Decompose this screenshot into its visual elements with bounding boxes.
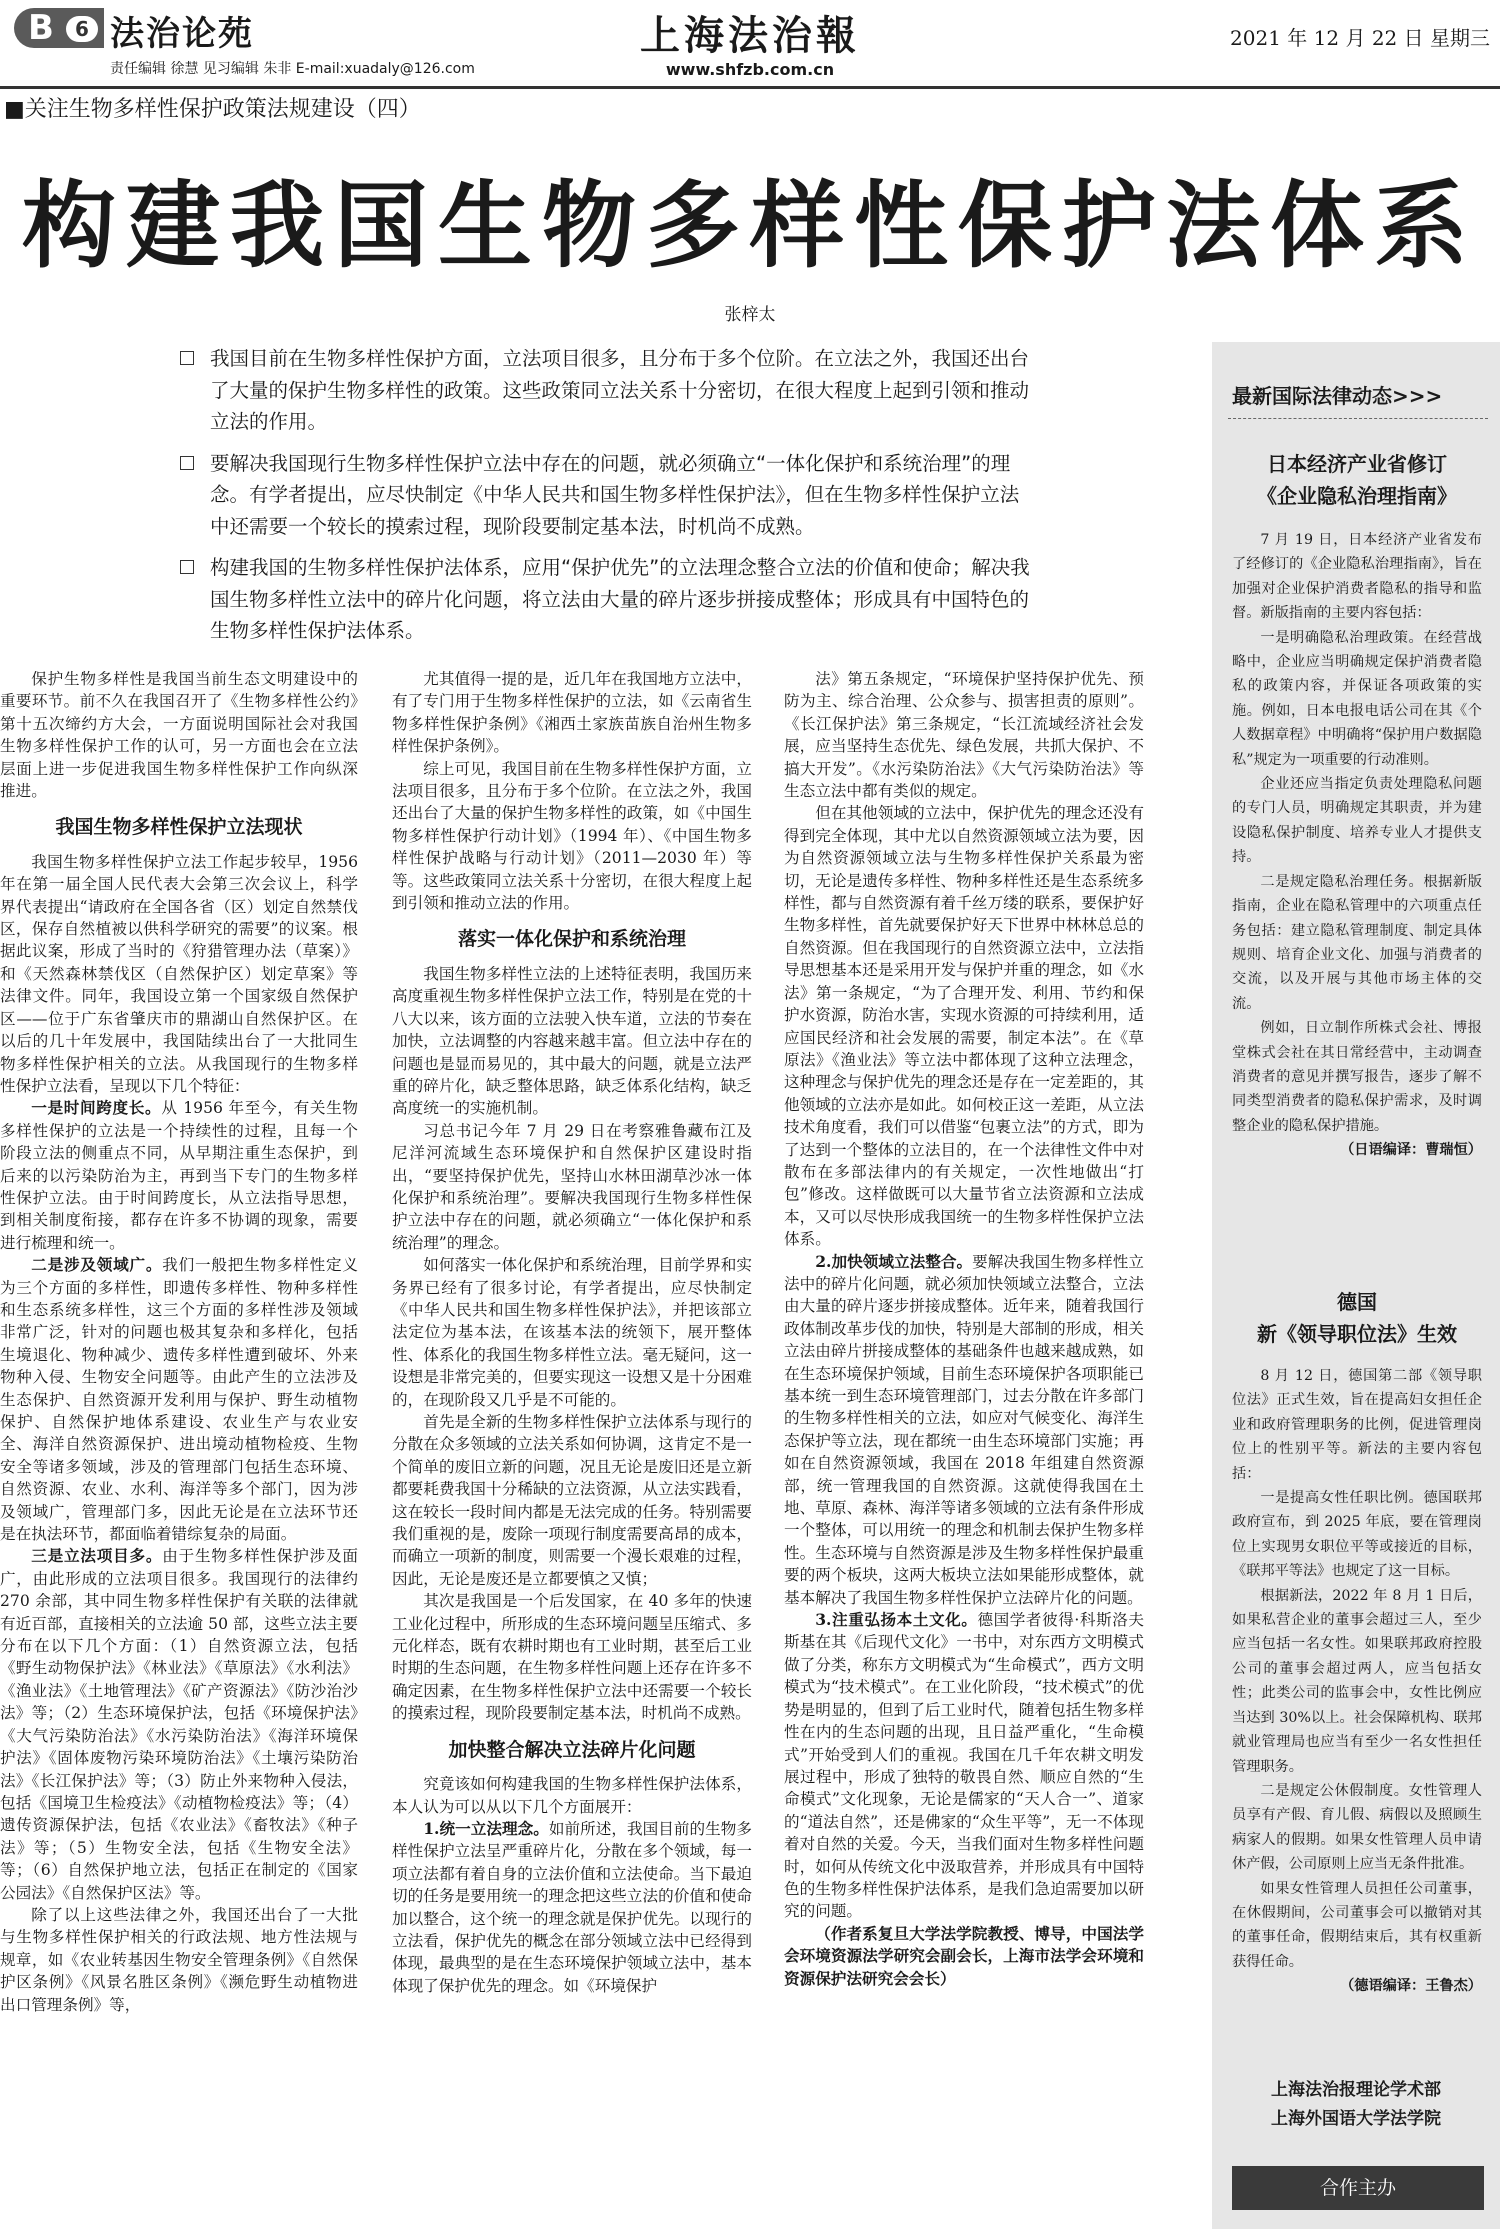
paragraph: 究竟该如何构建我国的生物多样性保护法体系，本人认为可以从以下几个方面展开： <box>392 1775 752 1816</box>
paragraph: 二是规定隐私治理任务。根据新版指南，企业在隐私管理中的六项重点任务包括：建立隐私管理制度、制定具体规则、培育企业文化、加强与消费者的交流，以及开展与其他市场主体的交流。 <box>1232 873 1482 1012</box>
paragraph: 7 月 19 日，日本经济产业省发布了经修订的《企业隐私治理指南》，旨在加强对企业保护消费者隐私的指导和监督。新版指南的主要内容包括： <box>1232 532 1482 622</box>
article-column-3 <box>784 668 1144 1990</box>
paragraph: 我国生物多样性立法的上述特征表明，我国历来高度重视生物多样性保护立法工作，特别是在党的十八大以来，该方面的立法驶入快车道，立法的节奏在加快，立法调整的内容越来越丰富。但立法中存在的问题也是显而易见的，其中最大的问题，就是立法严重的碎片化，缺乏整体思路，缺乏体系化结构，缺乏高度统一的实施机制。 <box>392 964 752 1118</box>
paragraph: 我国生物多样性保护立法工作起步较早，1956 年在第一届全国人民代表大会第三次会议上，科学界代表提出“请政府在全国各省（区）划定自然禁伐区，保存自然植被以供科学研究的需要”的议案。根据此议案，形成了当时的《狩猎管理办法（草案）》和《天然森林禁伐区（自然保护区）划定草案》等法律文件。同年，我国设立第一个国家级自然保护区——位于广东省肇庆市的鼎湖山自然保护区。在以后的几十年发展中，我国陆续出台了一大批同生物多样性保护相关的立法。从我国现行的生物多样性保护立法看，呈现以下几个特征： <box>0 852 358 1095</box>
paragraph: 1.统一立法理念。如前所述，我国目前的生物多样性保护立法呈严重碎片化，分散在多个领域，每一项立法都有着自身的立法价值和立法使命。当下最迫切的任务是要用统一的理念把这些立法的价值和使命加以整合，这个统一的理念就是保护优先。以现行的立法看，保护优先的概念在部分领域立法中已经得到体现，最典型的是在生态环境保护领域立法中，基本体现了保护优先的理念。如《环境保护 <box>392 1818 752 1995</box>
checkbox-icon <box>180 351 194 365</box>
paragraph: 一是明确隐私治理政策。在经营战略中，企业应当明确规定保护消费者隐私的政策内容，并保证各项政策的实施。例如，日本电报电话公司在其《个人数据章程》中明确将“保护用户数据隐私”规定为一项重要的行动准则。 <box>1232 629 1482 768</box>
co-organizer-badge: 合作主办 <box>1232 2166 1484 2210</box>
sidebar-story-title: 德国 新《领导职位法》生效 <box>1257 1290 1457 1346</box>
editors-line: 责任编辑 徐慧 见习编辑 朱非 E-mail:xuadaly@126.com <box>110 61 475 77</box>
paragraph: 但在其他领域的立法中，保护优先的理念还没有得到完全体现，其中尤以自然资源领域立法为要，因为自然资源领域立法与生物多样性保护关系最为密切，无论是遗传多样性、物种多样性还是生态系统多样性，都与自然资源有着千丝万缕的联系，要保护好生物多样性，首先就要保护好天下世界中林林总总的自然资源。但在我国现行的自然资源立法中，立法指导思想基本还是采用开发与保护并重的理念，如《水法》第一条规定，“为了合理开发、利用、节约和保护水资源，防治水害，实现水资源的可持续利用，适应国民经济和社会发展的需要，制定本法”。在《草原法》《渔业法》等立法中都体现了这种立法理念，这种理念与保护优先的理念还是存在一定差距的，其他领域的立法亦是如此。如何校正这一差距，从立法技术角度看，我们可以借鉴“包裹立法”的方式，即为了达到一个整体的立法目的，在一个法律性文件中对散布在多部法律内的有关规定，一次性地做出“打包”修改。这样做既可以大量节省立法资源和立法成本，又可以尽快形成我国统一的生物多样性保护立法体系。 <box>784 804 1144 1249</box>
paragraph: 综上可见，我国目前在生物多样性保护方面，立法项目很多，且分布于多个位阶。在立法之外，我国还出台了大量的保护生物多样性的政策，如《中国生物多样性保护行动计划》（1994 年）、《中国生物多样性保护战略与行动计划》（2011—2030 年）等等。这些政策同立法关系十分密切，在很大程度上起到引领和推动立法的作用。 <box>392 759 752 913</box>
paragraph: 如果女性管理人员担任公司董事，在休假期间，公司董事会可以撤销对其的董事任命，假期结束后，其有权重新获得任命。 <box>1232 1880 1482 1970</box>
subheading: 我国生物多样性保护立法现状 <box>55 816 303 839</box>
masthead-logo: 上海法治報 <box>640 12 860 59</box>
paragraph: 根据新法，2022 年 8 月 1 日后，如果私营企业的董事会超过三人，至少应当包括一名女性。如果联邦政府控股公司的董事会超过两人，应当包括女性；此类公司的监事会中，女性比例应当达到 30%以上。社会保障机构、联邦就业管理局也应当有至少一名女性担任管理职务。 <box>1232 1587 1482 1775</box>
author-note: （作者系复旦大学法学院教授、博导，中国法学会环境资源法学研究会副会长，上海市法学会环境和资源保护法研究会会长） <box>784 1923 1144 1988</box>
paragraph: 首先是全新的生物多样性保护立法体系与现行的分散在众多领域的立法关系如何协调，这肯定不是一个简单的废旧立新的问题，况且无论是废旧还是立新都要耗费我国十分稀缺的立法资源，从立法实践看，这在较长一段时间内都是无法完成的任务。特别需要我们重视的是，废除一项现行制度需要高昂的成本，而确立一项新的制度，则需要一个漫长艰难的过程，因此，无论是废还是立都要慎之又慎； <box>392 1413 752 1588</box>
paragraph: 如何落实一体化保护和系统治理，目前学界和实务界已经有了很多讨论，有学者提出，应尽快制定《中华人民共和国生物多样性保护法》，并把该部立法定位为基本法，在该基本法的统领下，展开整体性、体系化的我国生物多样性立法。毫无疑问，这一设想是非常完美的，但要实现这一设想又是十分困难的，在现阶段又几乎是不可能的。 <box>392 1256 752 1409</box>
series-label: ■关注生物多样性保护政策法规建设（四） <box>4 97 421 122</box>
paragraph: 8 月 12 日，德国第二部《领导职位法》正式生效，旨在提高妇女担任企业和政府管理职务的比例，促进管理岗位上的性别平等。新法的主要内容包括： <box>1232 1368 1482 1482</box>
paragraph: 一是时间跨度长。从 1956 年至今，有关生物多样性保护的立法是一个持续性的过程，且每一个阶段立法的侧重点不同，从早期注重生态保护，到后来的以污染防治为主，再到当下专门的生物多样性保护立法。由于时间跨度长，从立法指导思想，到相关制度衔接，都存在许多不协调的现象，需要进行梳理和统一。 <box>0 1098 358 1252</box>
section-letter: B <box>28 8 54 48</box>
header-divider <box>0 86 1500 89</box>
summary-item: 构建我国的生物多样性保护法体系，应用“保护优先”的立法理念整合立法的价值和使命；解决我国生物多样性立法中的碎片化问题，将立法由大量的碎片逐步拼接成整体；形成具有中国特色的生物多样性保护法体系。 <box>180 552 1030 647</box>
section-badge <box>14 8 104 48</box>
paragraph: 2.加快领域立法整合。要解决我国生物多样性立法中的碎片化问题，就必须加快领域立法整合，立法由大量的碎片逐步拼接成整体。近年来，随着我国行政体制改革步伐的加快，特别是大部制的形成，相关立法由碎片拼接成整体的基础条件也越来越成熟，如在生态环境保护领域，目前生态环境保护各项职能已基本统一到生态环境管理部门，过去分散在许多部门的生物多样性相关的立法，如应对气候变化、海洋生态保护等立法，现在都统一由生态环境部门实施；再如在自然资源领域，我国在 2018 年组建自然资源部，统一管理我国的自然资源。这就使得我国在土地、草原、森林、海洋等诸多领域的立法有条件形成一个整体，可以用统一的理念和机制去保护生物多样性。生态环境与自然资源是涉及生物多样性保护最重要的两个板块，这两大板块立法如果能形成整体，就基本解决了我国生物多样性保护立法碎片化的问题。 <box>784 1251 1144 1607</box>
author-byline: 张梓太 <box>724 305 776 325</box>
paragraph: 三是立法项目多。由于生物多样性保护涉及面广，由此形成的立法项目很多。我国现行的法律约 270 余部，其中同生物多样性保护有关联的法律就有近百部，直接相关的立法逾 50 部，这些立法主要分布在以下几个方面：（1）自然资源立法，包括《野生动物保护法》《林业法》《草原法》《水利法》《渔业法》《土地管理法》《矿产资源法》《防沙治沙法》等；（2）生态环境保护法，包括《环境保护法》《大气污染防治法》《水污染防治法》《海洋环境保护法》《固体废物污染环境防治法》《土壤污染防治法》《长江保护法》等；（3）防止外来物种入侵法，包括《国境卫生检疫法》《动植物检疫法》等；（4）遗传资源保护法，包括《农业法》《畜牧法》《种子法》等；（5）生物安全法，包括《生物安全法》等；（6）自然保护地立法，包括正在制定的《国家公园法》《自然保护区法》等。 <box>0 1546 358 1902</box>
paragraph: 其次是我国是一个后发国家，在 40 多年的快速工业化过程中，所形成的生态环境问题呈压缩式、多元化样态，既有农耕时期也有工业时期，甚至后工业时期的生态问题，在生物多样性问题上还存在许多不确定因素，在生物多样性保护立法中还需要一个较长的摸索过程，现阶段要制定基本法，时机尚不成熟。 <box>392 1592 752 1723</box>
issue-date: 2021 年 12 月 22 日 星期三 <box>1230 26 1490 50</box>
paragraph: 一是提高女性任职比例。德国联邦政府宣布，到 2025 年底，要在管理岗位上实现男女职位平等或接近的目标，《联邦平等法》也规定了这一目标。 <box>1232 1490 1482 1580</box>
paragraph: 二是规定公休假制度。女性管理人员享有产假、育儿假、病假以及照顾生病家人的假期。如果女性管理人员申请休产假，公司原则上应当无条件批准。 <box>1232 1782 1482 1873</box>
organizer-list: 上海法治报理论学术部 上海外国语大学法学院 <box>1271 2080 1441 2129</box>
translator-credit: （日语编译：曹瑞恒） <box>1340 1142 1482 1159</box>
paragraph: 尤其值得一提的是，近几年在我国地方立法中，有了专门用于生物多样性保护的立法，如《云南省生物多样性保护条例》《湘西土家族苗族自治州生物多样性保护条例》。 <box>392 670 752 756</box>
masthead-url[interactable]: www.shfzb.com.cn <box>665 60 835 79</box>
paragraph: 企业还应当指定负责处理隐私问题的专门人员，明确规定其职责，并为建设隐私保护制度、培养专业人才提供支持。 <box>1232 776 1482 866</box>
section-number: 6 <box>66 16 98 42</box>
sidebar-heading: 最新国际法律动态>>> <box>1232 384 1443 408</box>
translator-credit: （德语编译：王鲁杰） <box>1340 1978 1482 1995</box>
paragraph: 3.注重弘扬本土文化。德国学者彼得·科斯洛夫斯基在其《后现代文化》一书中，对东西方文明模式做了分类，称东方文明模式为“生命模式”，西方文明模式为“技术模式”。在工业化阶段，“技术模式”的优势是明显的，但到了后工业时代，随着包括生物多样性在内的生态问题的出现，且日益严重化，“生命模式”开始受到人们的重视。我国在几千年农耕文明发展过程中，形成了独特的敬畏自然、顺应自然的“生命模式”文化现象，无论是儒家的“天人合一”、道家的“道法自然”，还是佛家的“众生平等”，无一不体现着对自然的关爱。今天，当我们面对生物多样性问题时，如何从传统文化中汲取营养，并形成具有中国特色的生物多样性保护法体系，是我们急迫需要加以研究的问题。 <box>784 1610 1144 1921</box>
subheading: 落实一体化保护和系统治理 <box>457 928 686 951</box>
checkbox-icon <box>180 456 194 470</box>
sidebar-story-body <box>1232 1364 1482 1999</box>
article-column-1 <box>0 668 358 2016</box>
sidebar-story-body <box>1232 528 1482 1163</box>
paragraph: 例如，日立制作所株式会社、博报堂株式会社在其日常经营中，主动调查消费者的意见并撰写报告，逐步了解不同类型消费者的隐私保护需求，及时调整企业的隐私保护措施。 <box>1232 1020 1482 1134</box>
summary-block <box>180 343 1030 657</box>
paragraph: 保护生物多样性是我国当前生态文明建设中的重要环节。前不久在我国召开了《生物多样性公约》第十五次缔约方大会，一方面说明国际社会对我国生物多样性保护工作的认可，另一方面也会在立法层面上进一步促进我国生物多样性保护工作向纵深推进。 <box>0 670 358 801</box>
summary-item: 我国目前在生物多样性保护方面，立法项目很多，且分布于多个位阶。在立法之外，我国还出台了大量的保护生物多样性的政策。这些政策同立法关系十分密切，在很大程度上起到引领和推动立法的作用。 <box>180 343 1030 438</box>
sidebar-divider <box>1228 418 1488 419</box>
paragraph: 习总书记今年 7 月 29 日在考察雅鲁藏布江及尼洋河流域生态环境保护和自然保护区建设时指出，“要坚持保护优先，坚持山水林田湖草沙冰一体化保护和系统治理”。要解决我国现行生物多样性保护立法中存在的问题，就必须确立“一体化保护和系统治理”的理念。 <box>392 1121 752 1252</box>
article-column-2 <box>392 668 752 1997</box>
summary-item: 要解决我国现行生物多样性保护立法中存在的问题，就必须确立“一体化保护和系统治理”的理念。有学者提出，应尽快制定《中华人民共和国生物多样性保护法》，但在生物多样性保护立法中还需要一个较长的摸索过程，现阶段要制定基本法，时机尚不成熟。 <box>180 448 1030 543</box>
headline: 构建我国生物多样性保护法体系 <box>21 172 1478 281</box>
checkbox-icon <box>180 560 194 574</box>
sidebar-story-title: 日本经济产业省修订 《企业隐私治理指南》 <box>1257 452 1457 508</box>
section-title: 法治论苑 <box>110 14 254 54</box>
subheading: 加快整合解决立法碎片化问题 <box>448 1738 696 1761</box>
paragraph: 二是涉及领域广。我们一般把生物多样性定义为三个方面的多样性，即遗传多样性、物种多样性和生态系统多样性，这三个方面的多样性涉及领域非常广泛，针对的问题也极其复杂和多样化，包括生境退化、物种减少、遗传多样性遭到破坏、外来物种入侵、生物安全问题等。由此产生的立法涉及生态保护、自然资源开发利用与保护、野生动植物保护、自然保护地体系建设、农业生产与农业安全、海洋自然资源保护、进出境动植物检疫、生物安全等诸多领域，涉及的管理部门包括生态环境、自然资源、农业、水利、海洋等多个部门，因为涉及领域广，管理部门多，因此无论是在立法环节还是在执法环节，都面临着错综复杂的局面。 <box>0 1255 358 1544</box>
paragraph: 除了以上这些法律之外，我国还出台了一大批与生物多样性保护相关的行政法规、地方性法规与规章，如《农业转基因生物安全管理条例》《自然保护区条例》《风景名胜区条例》《濒危野生动植物进出口管理条例》等， <box>0 1905 358 2014</box>
paragraph: 法》第五条规定，“环境保护坚持保护优先、预防为主、综合治理、公众参与、损害担责的原则”。《长江保护法》第三条规定，“长江流域经济社会发展，应当坚持生态优先、绿色发展，共抓大保护、不搞大开发”。《水污染防治法》《大气污染防治法》等生态立法中都有类似的规定。 <box>784 670 1144 801</box>
